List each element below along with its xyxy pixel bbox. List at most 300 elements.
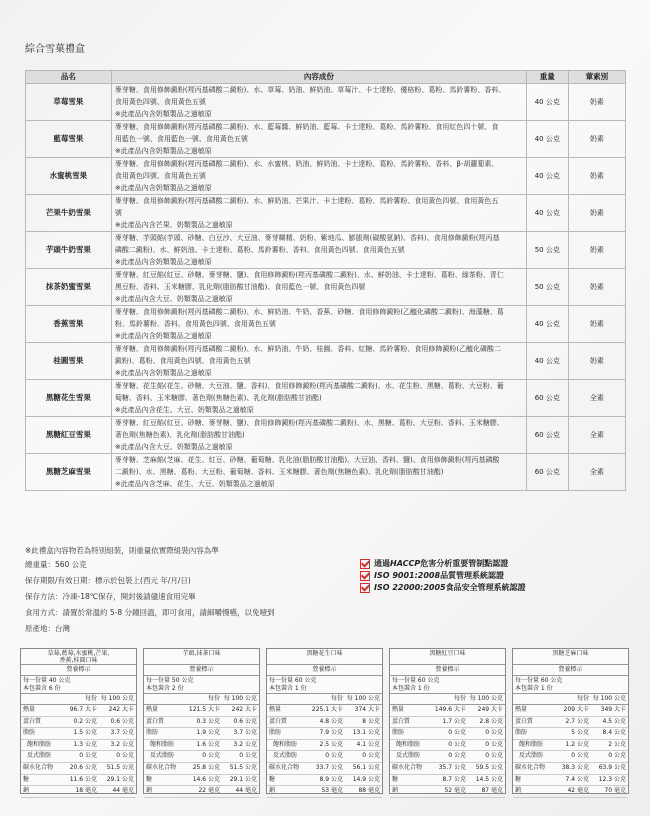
- note-line: 保存期限/有效日期：標示於包裝上(西元 年/月/日): [25, 576, 191, 585]
- nutrient-per-serving: 18 毫克: [75, 787, 97, 795]
- table-row: [26, 454, 626, 491]
- cert-mark: ISO 9001:2008: [374, 571, 441, 580]
- nutrient-per-100g: 87 毫克: [481, 787, 503, 795]
- serving-info: [513, 676, 628, 694]
- nutrient-name: 飽和脂肪: [273, 740, 298, 748]
- flavor-line: 芋頭,抹茶口味: [182, 650, 221, 657]
- ingredient-line: 麥芽糖、食用修飾澱粉(羥丙基磷酸二澱粉)、水、鮮奶油、牛奶、香蕉、砂糖、食用修飾澱粉(乙醯化磷酸二澱粉)、海藻糖、葛: [114, 308, 504, 316]
- nutrient-per-serving: 1.9 公克: [196, 729, 220, 737]
- nutrition-row: [144, 786, 259, 798]
- nutrition-row: [267, 728, 382, 740]
- serving-info: [21, 676, 136, 694]
- nutrient-per-serving: 7.9 公克: [319, 729, 343, 737]
- nutrient-per-100g: 4.5 公克: [602, 717, 626, 725]
- allergen-note: ※此產品內含奶類製品之過敏原: [114, 369, 212, 377]
- nutrient-name: 糖: [269, 775, 276, 783]
- certification-haccp: [360, 558, 526, 570]
- table-row: [26, 380, 626, 417]
- nutrient-per-100g: 0 公克: [362, 752, 380, 760]
- nutrient-per-serving: 0.2 公克: [73, 717, 97, 725]
- ingredient-line: 磷酸二澱粉)、水、鮮奶油、卡士達粉、葛粉、馬鈴薯粉、香料、食用黃色四號、食用黃色五號: [114, 246, 405, 254]
- column-per-serving: 每份: [576, 695, 589, 702]
- nutrient-name: 熱量: [23, 706, 36, 713]
- allergen-note: ※此產品內含大豆、奶類製品之過敏原: [114, 443, 233, 451]
- nutrient-name: 鈉: [23, 787, 30, 795]
- nutrient-per-100g: 29.1 公克: [106, 775, 134, 783]
- veg-type-cell: 奶素: [568, 158, 625, 195]
- nutrition-row: [513, 775, 628, 787]
- nutrition-row: [144, 775, 259, 787]
- nutrient-name: 飽和脂肪: [27, 740, 52, 748]
- product-name: 黑糖花生雪果: [26, 380, 112, 417]
- nutrient-name: 反式脂肪: [519, 752, 544, 760]
- nutrient-per-serving: 225.1 大卡: [311, 706, 343, 713]
- nutrition-row: [390, 705, 505, 717]
- nutrient-name: 蛋白質: [392, 717, 411, 725]
- ingredients-cell: [111, 306, 526, 343]
- checkbox-icon: [360, 559, 370, 569]
- nutrition-row: [390, 740, 505, 752]
- nutrition-row: [21, 751, 136, 763]
- nutrition-labels: [20, 648, 630, 794]
- nutrient-per-serving: 5 公克: [571, 729, 589, 737]
- product-name: 芒果牛奶雪果: [26, 195, 112, 232]
- nutrient-per-100g: 0.6 公克: [233, 717, 257, 725]
- nutrient-per-100g: 8.4 公克: [602, 729, 626, 737]
- nutrient-name: 脂肪: [146, 729, 159, 737]
- ingredient-line: 麥芽糖、花生餡(花生、砂糖、大豆油、鹽、香料)、食用修飾澱粉(羥丙基磷酸二澱粉)、水、花生粉、黑糖、葛粉、大豆粉、葡: [114, 382, 504, 390]
- ingredient-line: 萄糖、香料、玉米糖膠、著色劑(焦糖色素)、乳化劑(脂肪酸甘油酯): [114, 394, 322, 402]
- nutrient-name: 糖: [23, 775, 30, 783]
- nutrient-per-100g: 29.1 公克: [229, 775, 257, 783]
- header-ingredients: 內容成份: [111, 71, 526, 84]
- nutrition-row: [144, 740, 259, 752]
- nutrient-name: 反式脂肪: [27, 752, 52, 760]
- nutrition-row: [513, 751, 628, 763]
- flavor-line: 黑糖紅豆口味: [429, 650, 466, 657]
- ingredients-cell: [111, 121, 526, 158]
- nutrient-per-serving: 25.8 公克: [192, 763, 220, 771]
- veg-type-cell: 奶素: [568, 269, 625, 306]
- column-per-serving: 每份: [453, 695, 466, 702]
- column-blank: [267, 694, 311, 704]
- veg-type-cell: 奶素: [568, 84, 625, 121]
- nutrient-per-serving: 1.6 公克: [196, 740, 220, 748]
- nutrient-per-100g: 63.9 公克: [598, 763, 626, 771]
- allergen-note: ※此產品內含奶類製品之過敏原: [114, 110, 212, 118]
- serving-size: 每一份量 60 公克: [392, 677, 440, 684]
- allergen-note: ※此產品內含奶類製品之過敏原: [114, 184, 212, 192]
- nutrition-row: [21, 786, 136, 798]
- nutrient-name: 反式脂肪: [150, 752, 175, 760]
- column-blank: [144, 694, 188, 704]
- product-name: 水蜜桃雪果: [26, 158, 112, 195]
- column-per-serving: 每份: [330, 695, 343, 702]
- ingredient-line: 麥芽糖、食用修飾澱粉(羥丙基磷酸二澱粉)、水、藍莓醬、鮮奶油、藍莓、卡士達粉、葛粉、馬鈴薯粉、食用紅色四十號、食: [114, 123, 499, 131]
- nutrient-per-serving: 1.2 公克: [565, 740, 589, 748]
- ingredient-line: 麥芽糖、食用修飾澱粉(羥丙基磷酸二澱粉)、水、鮮奶油、芒果汁、卡士達粉、葛粉、馬鈴薯粉、食用黃色四號、食用黃色五: [114, 197, 499, 205]
- allergen-note: ※此產品內含奶類製品之過敏原: [114, 147, 212, 155]
- allergen-note: ※此產品內含芝麻、花生、大豆、奶類製品之過敏原: [114, 480, 275, 488]
- nutrition-row: [390, 751, 505, 763]
- nutrition-row: [513, 705, 628, 717]
- nutrient-per-serving: 22 毫克: [198, 787, 220, 795]
- nutrient-per-100g: 51.5 公克: [229, 763, 257, 771]
- nutrient-name: 碳水化合物: [515, 763, 546, 771]
- nutrition-column-header: [21, 694, 136, 705]
- veg-type-cell: 奶素: [568, 306, 625, 343]
- nutrient-name: 熱量: [269, 706, 282, 713]
- nutrient-name: 脂肪: [23, 729, 36, 737]
- flavor-line: 黑糖芝麻口味: [552, 650, 589, 657]
- nutrient-name: 熱量: [392, 706, 405, 713]
- nutrient-per-100g: 0 公克: [116, 752, 134, 760]
- nutrient-per-serving: 0 公克: [202, 752, 220, 760]
- checkbox-icon: [360, 571, 370, 581]
- nutrient-per-100g: 249 大卡: [477, 706, 503, 713]
- nutrient-per-serving: 33.7 公克: [315, 763, 343, 771]
- ingredients-cell: [111, 343, 526, 380]
- nutrient-name: 碳水化合物: [392, 763, 423, 771]
- veg-type-cell: 奶素: [568, 343, 625, 380]
- certification-iso9001: [360, 570, 526, 582]
- allergen-note: ※此產品內含芒果、奶類製品之過敏原: [114, 221, 233, 229]
- nutrient-per-100g: 349 大卡: [600, 706, 626, 713]
- nutrient-per-100g: 13.1 公克: [352, 729, 380, 737]
- nutrient-per-100g: 88 毫克: [358, 787, 380, 795]
- note-line: 食用方式：請置於常溫約 5-8 分鐘回溫，即可食用，請細嚼慢嚥，以免噎到: [25, 608, 275, 617]
- nutrient-name: 反式脂肪: [273, 752, 298, 760]
- nutrient-per-100g: 0 公克: [608, 752, 626, 760]
- flavor-line: 黑糖花生口味: [306, 650, 343, 657]
- ingredient-line: 澱粉)、葛粉、食用黃色四號、食用黃色五號: [114, 357, 251, 365]
- note-line: 總重量：560 公克: [25, 560, 87, 569]
- ingredient-line: 麥芽糖、芝麻餡(芝麻、花生、紅豆、砂糖、葡萄糖、乳化油(脂肪酸甘油酯)、大豆油、香料、鹽)、食用修飾澱粉(羥丙基磷酸: [114, 456, 500, 464]
- nutrient-name: 脂肪: [392, 729, 405, 737]
- serving-info: [267, 676, 382, 694]
- nutrient-name: 碳水化合物: [23, 763, 54, 771]
- nutrient-per-100g: 12.3 公克: [598, 775, 626, 783]
- table-row: [26, 195, 626, 232]
- serving-size: 每一份量 40 公克: [23, 677, 71, 684]
- nutrition-title: 營養標示: [513, 665, 628, 676]
- nutrient-name: 飽和脂肪: [519, 740, 544, 748]
- nutrient-name: 反式脂肪: [396, 752, 421, 760]
- nutrient-per-100g: 44 毫克: [235, 787, 257, 795]
- table-row: [26, 158, 626, 195]
- nutrition-row: [144, 751, 259, 763]
- column-per-100g: 每 100 公克: [346, 695, 380, 702]
- nutrient-per-100g: 2.8 公克: [479, 717, 503, 725]
- nutrition-row: [267, 751, 382, 763]
- ingredient-line: 麥芽糖、芋頭餡(芋頭、砂糖、白豆沙、大豆油、麥芽糊精、奶粉、紫地瓜、膨脹劑(碳酸氫鈉)、香料)、食用修飾澱粉(羥丙基: [114, 234, 500, 242]
- cert-suffix: 危害分析重要管制點認證: [420, 559, 509, 568]
- table-row: [26, 269, 626, 306]
- nutrient-per-serving: 0 公克: [448, 752, 466, 760]
- ingredient-line: 食用黃色四號、食用黃色五號: [114, 172, 206, 180]
- nutrient-per-serving: 4.8 公克: [319, 717, 343, 725]
- column-blank: [390, 694, 434, 704]
- nutrient-per-100g: 3.2 公克: [233, 740, 257, 748]
- nutrient-per-serving: 53 毫克: [321, 787, 343, 795]
- nutrition-row: [390, 786, 505, 798]
- ingredient-line: 二澱粉)、水、黑糖、葛粉、大豆粉、葡萄糖、香料、玉米糖膠、著色劑(焦糖色素)、乳化劑(脂肪酸甘油酯): [114, 468, 444, 476]
- nutrient-name: 蛋白質: [23, 717, 42, 725]
- nutrient-name: 飽和脂肪: [396, 740, 421, 748]
- nutrient-per-100g: 0.6 公克: [110, 717, 134, 725]
- ingredient-line: 麥芽糖、食用修飾澱粉(羥丙基磷酸二澱粉)、水、草莓、奶油、鮮奶油、草莓汁、卡士達粉、優格粉、葛粉、馬鈴薯粉、香料、: [114, 86, 506, 94]
- nutrition-row: [21, 717, 136, 729]
- veg-type-cell: 奶素: [568, 121, 625, 158]
- nutrient-per-100g: 59.5 公克: [475, 763, 503, 771]
- weight-cell: 60 公克: [526, 380, 568, 417]
- nutrition-row: [513, 717, 628, 729]
- cert-mark: ISO 22000:2005: [374, 583, 446, 592]
- nutrition-row: [267, 763, 382, 775]
- ingredient-line: 號: [114, 209, 122, 217]
- nutrient-per-100g: 3.7 公克: [110, 729, 134, 737]
- cert-mark: HACCP: [390, 559, 421, 568]
- nutrition-row: [390, 763, 505, 775]
- nutrient-per-100g: 14.9 公克: [352, 775, 380, 783]
- product-name: 草莓雪果: [26, 84, 112, 121]
- nutrition-row: [144, 717, 259, 729]
- nutrition-row: [21, 740, 136, 752]
- ingredients-cell: [111, 454, 526, 491]
- nutrition-row: [267, 740, 382, 752]
- nutrient-per-serving: 38.3 公克: [561, 763, 589, 771]
- ingredient-line: 麥芽糖、紅豆餡(紅豆、砂糖、麥芽糖、鹽)、食用修飾澱粉(羥丙基磷酸二澱粉)、水、鮮奶油、卡士達粉、葛粉、綠茶粉、青仁: [114, 271, 504, 279]
- serving-count: 本包裝含 6 份: [23, 685, 61, 692]
- column-per-100g: 每 100 公克: [469, 695, 503, 702]
- nutrient-per-100g: 0 公克: [485, 752, 503, 760]
- ingredient-line: 著色劑(焦糖色素)、乳化劑(脂肪酸甘油酯): [114, 431, 245, 439]
- nutrition-label: [143, 648, 260, 794]
- ingredients-cell: [111, 195, 526, 232]
- weight-cell: 40 公克: [526, 195, 568, 232]
- note-line: ※此禮盒內容物若為特別組裝，則重量依實際組裝內容為準: [25, 546, 219, 555]
- column-per-serving: 每份: [84, 695, 97, 702]
- nutrient-per-100g: 14.5 公克: [475, 775, 503, 783]
- weight-cell: 40 公克: [526, 158, 568, 195]
- nutrient-name: 蛋白質: [269, 717, 288, 725]
- ingredients-table: [25, 70, 626, 491]
- serving-count: 本包裝含 1 份: [269, 685, 307, 692]
- nutrition-row: [21, 775, 136, 787]
- weight-cell: 60 公克: [526, 417, 568, 454]
- column-blank: [513, 694, 557, 704]
- column-blank: [21, 694, 65, 704]
- ingredient-line: 麥芽糖、食用修飾澱粉(羥丙基磷酸二澱粉)、水、鮮奶油、牛奶、桂圓、香料、紅糖、馬鈴薯粉、食用修飾澱粉(乙醯化磷酸二: [114, 345, 502, 353]
- nutrient-name: 糖: [515, 775, 522, 783]
- nutrition-flavor-header: [390, 649, 505, 665]
- nutrition-row: [513, 786, 628, 798]
- nutrition-label: [20, 648, 137, 794]
- weight-cell: 50 公克: [526, 269, 568, 306]
- weight-cell: 40 公克: [526, 84, 568, 121]
- serving-info: [144, 676, 259, 694]
- nutrient-per-serving: 20.6 公克: [69, 763, 97, 771]
- page-title: 綜合雪菓禮盒: [25, 44, 85, 55]
- nutrient-name: 熱量: [146, 706, 159, 713]
- nutrition-row: [21, 763, 136, 775]
- nutrient-per-100g: 0 公克: [485, 740, 503, 748]
- checkbox-icon: [360, 583, 370, 593]
- serving-count: 本包裝含 1 份: [515, 685, 553, 692]
- serving-size: 每一份量 60 公克: [269, 677, 317, 684]
- nutrient-per-serving: 1.3 公克: [73, 740, 97, 748]
- nutrient-per-serving: 149.6 大卡: [434, 706, 466, 713]
- nutrition-row: [267, 786, 382, 798]
- nutrient-per-serving: 0 公克: [571, 752, 589, 760]
- nutrient-per-serving: 8.9 公克: [319, 775, 343, 783]
- nutrient-per-100g: 3.2 公克: [110, 740, 134, 748]
- nutrient-name: 糖: [392, 775, 399, 783]
- allergen-note: ※此產品內含花生、大豆、奶類製品之過敏原: [114, 406, 254, 414]
- nutrition-flavor-header: [513, 649, 628, 665]
- nutrient-per-serving: 52 毫克: [444, 787, 466, 795]
- allergen-note: ※此產品內含奶類製品之過敏原: [114, 258, 212, 266]
- header-veg-type: 葷素別: [568, 71, 625, 84]
- cert-suffix: 品質管理系統認證: [440, 571, 505, 580]
- nutrient-per-100g: 0 公克: [239, 752, 257, 760]
- nutrient-per-serving: 1.5 公克: [73, 729, 97, 737]
- table-header-row: [26, 71, 626, 84]
- note-line: 原產地：台灣: [25, 624, 70, 633]
- nutrition-row: [144, 763, 259, 775]
- table-row: [26, 232, 626, 269]
- nutrient-per-100g: 51.5 公克: [106, 763, 134, 771]
- nutrient-name: 鈉: [392, 787, 399, 795]
- nutrition-row: [390, 717, 505, 729]
- serving-info: [390, 676, 505, 694]
- nutrient-per-100g: 2 公克: [608, 740, 626, 748]
- nutrient-per-serving: 0 公克: [448, 740, 466, 748]
- allergen-note: ※此產品內含奶類製品之過敏原: [114, 332, 212, 340]
- ingredients-cell: [111, 380, 526, 417]
- nutrition-row: [144, 705, 259, 717]
- nutrient-per-100g: 4.1 公克: [356, 740, 380, 748]
- nutrition-flavor-header: [144, 649, 259, 665]
- ingredients-cell: [111, 84, 526, 121]
- nutrient-per-serving: 7.4 公克: [565, 775, 589, 783]
- nutrition-label: [512, 648, 629, 794]
- nutrient-per-100g: 374 大卡: [354, 706, 380, 713]
- table-row: [26, 121, 626, 158]
- weight-cell: 40 公克: [526, 306, 568, 343]
- table-row: [26, 417, 626, 454]
- veg-type-cell: 全素: [568, 454, 625, 491]
- nutrient-name: 鈉: [146, 787, 153, 795]
- nutrition-row: [21, 705, 136, 717]
- column-per-100g: 每 100 公克: [592, 695, 626, 702]
- nutrient-name: 熱量: [515, 706, 528, 713]
- nutrient-per-100g: 8 公克: [362, 717, 380, 725]
- veg-type-cell: 全素: [568, 417, 625, 454]
- nutrition-row: [513, 728, 628, 740]
- nutrition-flavor-header: [267, 649, 382, 665]
- column-per-100g: 每 100 公克: [100, 695, 134, 702]
- ingredient-line: 粉、馬鈴薯粉、香料、食用黃色四號、食用黃色五號: [114, 320, 276, 328]
- nutrient-per-serving: 0 公克: [79, 752, 97, 760]
- nutrient-per-serving: 14.6 公克: [192, 775, 220, 783]
- ingredient-line: 麥芽糖、食用修飾澱粉(羥丙基磷酸二澱粉)、水、水蜜桃、奶油、鮮奶油、卡士達粉、葛粉、馬鈴薯粉、香料、β-胡蘿蔔素、: [114, 160, 499, 168]
- weight-cell: 50 公克: [526, 232, 568, 269]
- ingredients-cell: [111, 158, 526, 195]
- nutrition-row: [390, 775, 505, 787]
- ingredient-line: 麥芽糖、紅豆餡(紅豆、砂糖、麥芽糖、鹽)、食用修飾澱粉(羥丙基磷酸二澱粉)、水、黑糖、葛粉、大豆粉、香料、玉米糖膠、: [114, 419, 504, 427]
- nutrient-name: 脂肪: [515, 729, 528, 737]
- nutrition-row: [267, 705, 382, 717]
- nutrient-per-serving: 0 公克: [448, 729, 466, 737]
- product-name: 藍莓雪果: [26, 121, 112, 158]
- product-name: 抹茶奶蜜雪果: [26, 269, 112, 306]
- nutrient-name: 碳水化合物: [269, 763, 300, 771]
- serving-count: 本包裝含 1 份: [392, 685, 430, 692]
- ingredients-cell: [111, 232, 526, 269]
- nutrient-per-serving: 121.5 大卡: [188, 706, 220, 713]
- serving-size: 每一份量 60 公克: [515, 677, 563, 684]
- nutrient-per-serving: 2.5 公克: [319, 740, 343, 748]
- nutrition-column-header: [267, 694, 382, 705]
- header-name: 品名: [26, 71, 112, 84]
- nutrition-row: [513, 763, 628, 775]
- product-name: 桂圓雪果: [26, 343, 112, 380]
- allergen-note: ※此產品內含大豆、奶類製品之過敏原: [114, 295, 233, 303]
- nutrient-per-100g: 0 公克: [485, 729, 503, 737]
- nutrient-per-serving: 209 大卡: [563, 706, 589, 713]
- nutrient-per-100g: 44 毫克: [112, 787, 134, 795]
- nutrient-per-serving: 0.3 公克: [196, 717, 220, 725]
- weight-cell: 40 公克: [526, 343, 568, 380]
- nutrient-name: 鈉: [269, 787, 276, 795]
- header-weight: 重量: [526, 71, 568, 84]
- ingredient-line: 用藍色一號、食用藍色一號、食用黃色五號: [114, 135, 248, 143]
- nutrient-name: 鈉: [515, 787, 522, 795]
- ingredients-cell: [111, 269, 526, 306]
- column-per-serving: 每份: [207, 695, 220, 702]
- note-line: 保存方法：冷凍-18℃保存，開封後請儘速食用完畢: [25, 592, 196, 601]
- flavor-line: 香蕉,桂圓口味: [59, 657, 98, 664]
- certifications: [360, 558, 526, 594]
- ingredients-cell: [111, 417, 526, 454]
- nutrition-row: [21, 728, 136, 740]
- nutrient-per-serving: 2.7 公克: [565, 717, 589, 725]
- nutrient-name: 飽和脂肪: [150, 740, 175, 748]
- column-per-100g: 每 100 公克: [223, 695, 257, 702]
- product-name: 香蕉雪果: [26, 306, 112, 343]
- ingredient-line: 食用黃色四號、食用黃色五號: [114, 98, 206, 106]
- serving-count: 本包裝含 2 份: [146, 685, 184, 692]
- nutrient-per-100g: 3.7 公克: [233, 729, 257, 737]
- nutrient-per-100g: 70 毫克: [604, 787, 626, 795]
- nutrition-row: [267, 717, 382, 729]
- nutrient-per-100g: 242 大卡: [108, 706, 134, 713]
- certification-iso22000: [360, 582, 526, 594]
- nutrient-name: 脂肪: [269, 729, 282, 737]
- nutrient-per-serving: 35.7 公克: [438, 763, 466, 771]
- weight-cell: 60 公克: [526, 454, 568, 491]
- nutrition-column-header: [144, 694, 259, 705]
- nutrition-title: 營養標示: [144, 665, 259, 676]
- product-name: 芋頭牛奶雪果: [26, 232, 112, 269]
- weight-cell: 40 公克: [526, 121, 568, 158]
- nutrition-column-header: [390, 694, 505, 705]
- veg-type-cell: 全素: [568, 380, 625, 417]
- nutrient-per-serving: 1.7 公克: [442, 717, 466, 725]
- ingredient-line: 黑豆粉、香料、玉米糖膠、乳化劑(脂肪酸甘油酯)、食用藍色一號、食用黃色四號: [114, 283, 366, 291]
- nutrition-title: 營養標示: [267, 665, 382, 676]
